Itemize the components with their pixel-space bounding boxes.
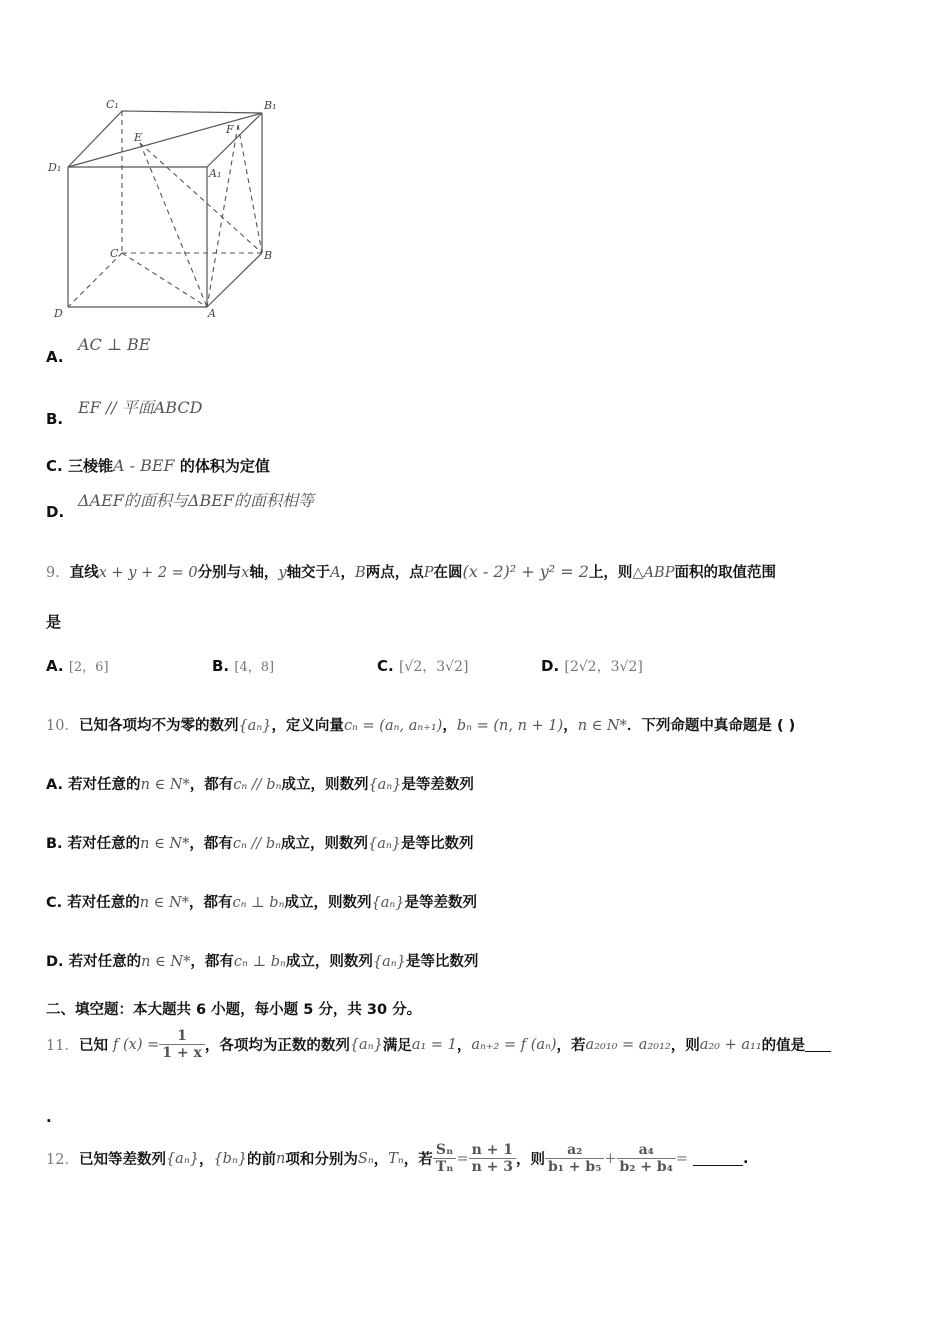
q8-option-c-pre: 三棱锥 xyxy=(67,457,113,475)
edge-cd xyxy=(68,253,122,307)
label-a: A xyxy=(208,307,216,320)
q10-option-c: C. 若对任意的n ∈ N*，都有cₙ ⊥ bₙ成立，则数列{aₙ}是等差数列 xyxy=(46,895,477,911)
q12-number: 12． xyxy=(46,1152,79,1168)
q11-number: 11． xyxy=(46,1038,79,1054)
q8-option-b-label: B. xyxy=(46,410,64,428)
q9-option-b: B. [4，8] xyxy=(212,657,275,675)
q12-frac2: $\frac{\text{a₄}}{\text{b₂ + b₄}}$ xyxy=(617,1142,676,1175)
label-c: C xyxy=(110,247,119,260)
q10-option-b: B. 若对任意的n ∈ N*，都有cₙ // bₙ成立，则数列{aₙ}是等比数列 xyxy=(46,836,474,852)
question-10: 10．已知各项均不为零的数列{aₙ}，定义向量cₙ = (aₙ, aₙ₊₁)，bₙ = (n, n + 1)，n ∈ N*．下列命题中真命题是 ( ) xyxy=(46,718,796,734)
question-11: 11． 已知 f (x) = $\frac{1}{1 + x}$ ，各项均为正数的数列 {aₙ} 满足 a₁ = 1 ， aₙ₊₂ = f (aₙ) ，若 a₂₀₁₀ = a₂₀₁₂ ，则 a₂₀ + a₁₁ 的值是 xyxy=(46,1028,831,1061)
label-b: B xyxy=(264,249,273,262)
q12-answer-blank[interactable] xyxy=(693,1151,743,1166)
q12-rhs: $\frac{n + 1}{n + 3}$ xyxy=(469,1142,516,1175)
label-a1: A₁ xyxy=(209,167,222,180)
q9-circle-eq: (x - 2)² + y² = 2 xyxy=(462,562,589,581)
q8-option-a-label: A. xyxy=(46,348,64,366)
q12-ratio: $\frac{\text{Sₙ}}{\text{Tₙ}}$ xyxy=(433,1142,457,1175)
q8-option-c xyxy=(46,455,270,476)
q9-option-c: C. [√2，3√2] xyxy=(377,657,469,675)
q8-option-d-label: D. xyxy=(46,503,65,521)
q12-frac1: $\frac{\text{a₂}}{\text{b₁ + b₅}}$ xyxy=(545,1142,604,1175)
question-9: 9．直线x + y + 2 = 0分别与x轴，y轴交于A，B两点，点P在圆(x - 2)² + y² = 2上，则△ABP面积的取值范围 xyxy=(46,562,776,581)
q8-option-a-math: AC ⊥ BE xyxy=(78,335,151,354)
label-d1: D₁ xyxy=(48,161,62,174)
q8-option-d-math: ΔAEF的面积与ΔBEF的面积相等 xyxy=(78,491,314,510)
section-2-heading: 二、填空题：本大题共 6 小题，每小题 5 分，共 30 分。 xyxy=(46,1002,422,1018)
q8-option-c-post: 的体积为定值 xyxy=(179,457,270,475)
q8-option-c-label: C. xyxy=(46,457,63,475)
label-e: E xyxy=(134,131,143,144)
q10-number: 10． xyxy=(46,718,79,734)
label-f: F xyxy=(226,123,234,136)
q9-line-eq: x + y + 2 = 0 xyxy=(98,565,198,581)
edge-c1b1 xyxy=(122,111,262,113)
question-12: 12． 已知等差数列 {aₙ} ， {bₙ} 的前 n 项和分别为 Sₙ ， Tₙ ，若 $\frac{\text{Sₙ}}{\text{Tₙ}}$ = $\frac{n + 1}{n + 3}$ ，则 $\frac{\text{a₂}}{\text{b₁ + b₅}}$ + $\frac{\text{a₄}}{\text{b₂ + b₄}}$ = . xyxy=(46,1142,749,1175)
segment-fb xyxy=(238,125,262,253)
q8-option-b-math: EF // 平面ABCD xyxy=(78,398,203,417)
q9-option-d: D. [2√2，3√2] xyxy=(541,657,643,675)
segment-ea xyxy=(140,143,207,307)
segment-eb xyxy=(140,143,262,253)
q11-line2: . xyxy=(46,1108,52,1126)
q10-vector-b: bₙ = (n, n + 1) xyxy=(456,718,564,734)
label-d: D xyxy=(54,307,63,320)
cube-figure xyxy=(40,95,290,330)
q10-vector-c: cₙ = (aₙ, aₙ₊₁) xyxy=(343,718,443,734)
edge-c1d1 xyxy=(68,111,122,167)
q9-number: 9． xyxy=(46,565,70,581)
q11-answer-blank[interactable] xyxy=(805,1037,831,1052)
diag-ca xyxy=(122,253,207,307)
q8-option-c-math: A - BEF xyxy=(112,456,175,475)
q11-fraction: $\frac{1}{1 + x}$ xyxy=(159,1028,205,1061)
q10-option-d: D. 若对任意的n ∈ N*，都有cₙ ⊥ bₙ成立，则数列{aₙ}是等比数列 xyxy=(46,954,479,970)
q9-line2: 是 xyxy=(46,613,62,631)
q9-option-a: A. [2，6] xyxy=(46,657,109,675)
label-c1: C₁ xyxy=(106,98,119,111)
q10-option-a: A. 若对任意的n ∈ N*，都有cₙ // bₙ成立，则数列{aₙ}是等差数列 xyxy=(46,777,474,793)
diagonal-d1b1 xyxy=(68,113,262,167)
label-b1: B₁ xyxy=(264,99,277,112)
